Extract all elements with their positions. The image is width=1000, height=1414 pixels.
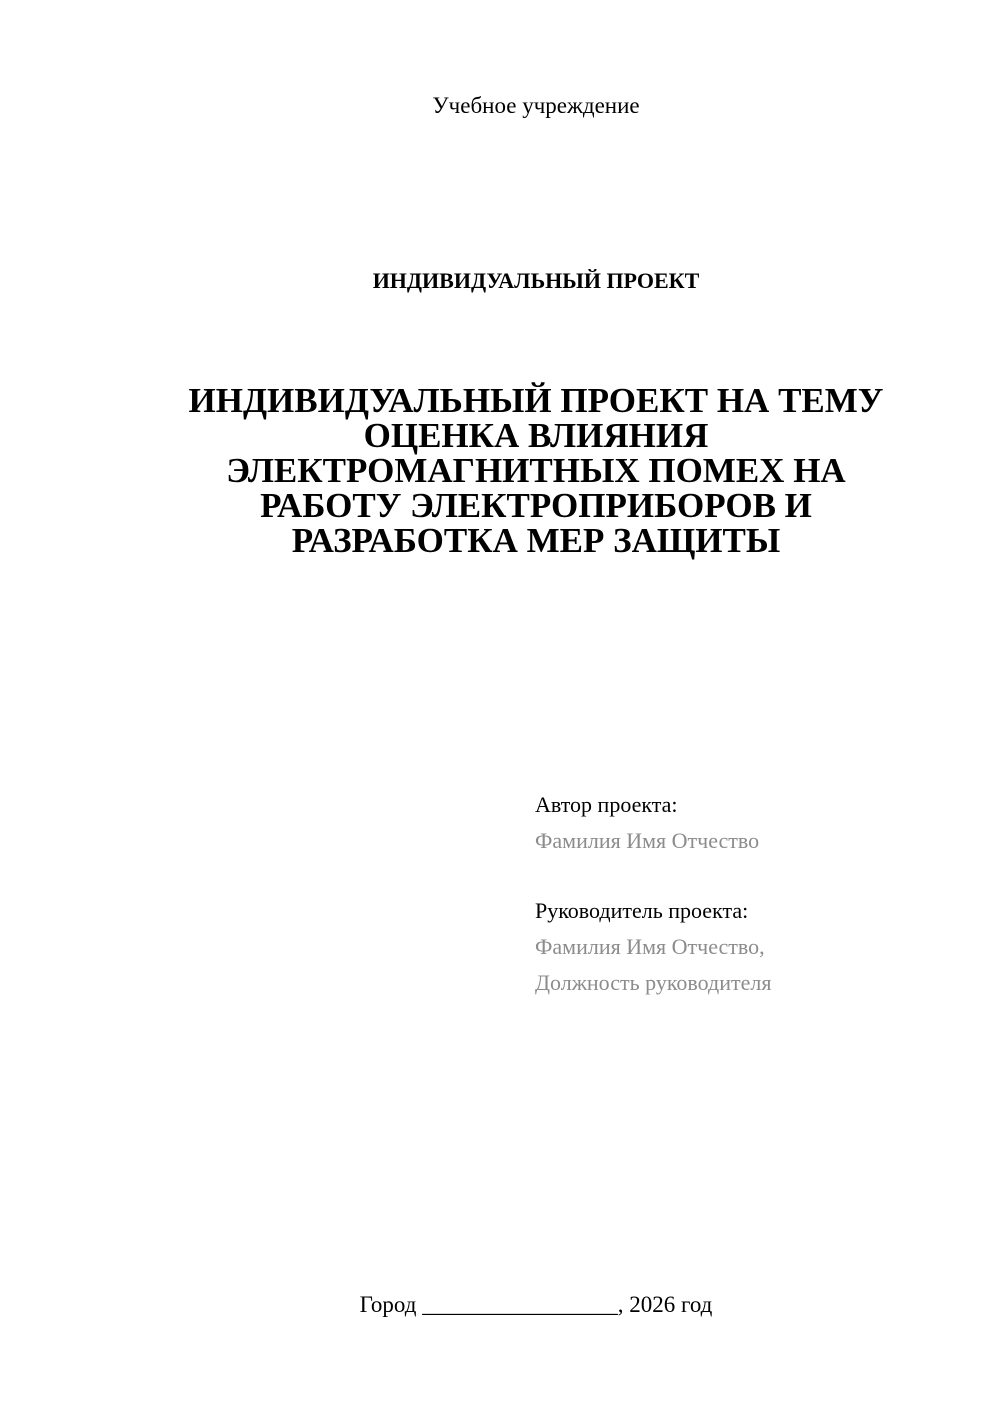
supervisor-block — [535, 893, 975, 1001]
project-title-line: РАБОТУ ЭЛЕКТРОПРИБОРОВ И — [260, 486, 812, 525]
author-label: Автор проекта: — [535, 792, 678, 817]
author-name: Фамилия Имя Отчество — [535, 828, 760, 853]
project-title-line: ОЦЕНКА ВЛИЯНИЯ — [363, 416, 709, 455]
supervisor-label: Руководитель проекта: — [535, 898, 749, 923]
project-title-line: РАЗРАБОТКА МЕР ЗАЩИТЫ — [291, 521, 781, 560]
author-block — [535, 787, 975, 859]
supervisor-name: Фамилия Имя Отчество, — [535, 934, 765, 959]
institution-name: Учебное учреждение — [432, 93, 640, 118]
project-title — [130, 383, 942, 558]
document-type: ИНДИВИДУАЛЬНЫЙ ПРОЕКТ — [372, 268, 700, 293]
supervisor-position: Должность руководителя — [535, 970, 772, 995]
project-title-line: ЭЛЕКТРОМАГНИТНЫХ ПОМЕХ НА — [226, 451, 846, 490]
project-title-line: ИНДИВИДУАЛЬНЫЙ ПРОЕКТ НА ТЕМУ — [188, 381, 884, 420]
city-year-footer: Город _________________, 2026 год — [359, 1292, 713, 1317]
